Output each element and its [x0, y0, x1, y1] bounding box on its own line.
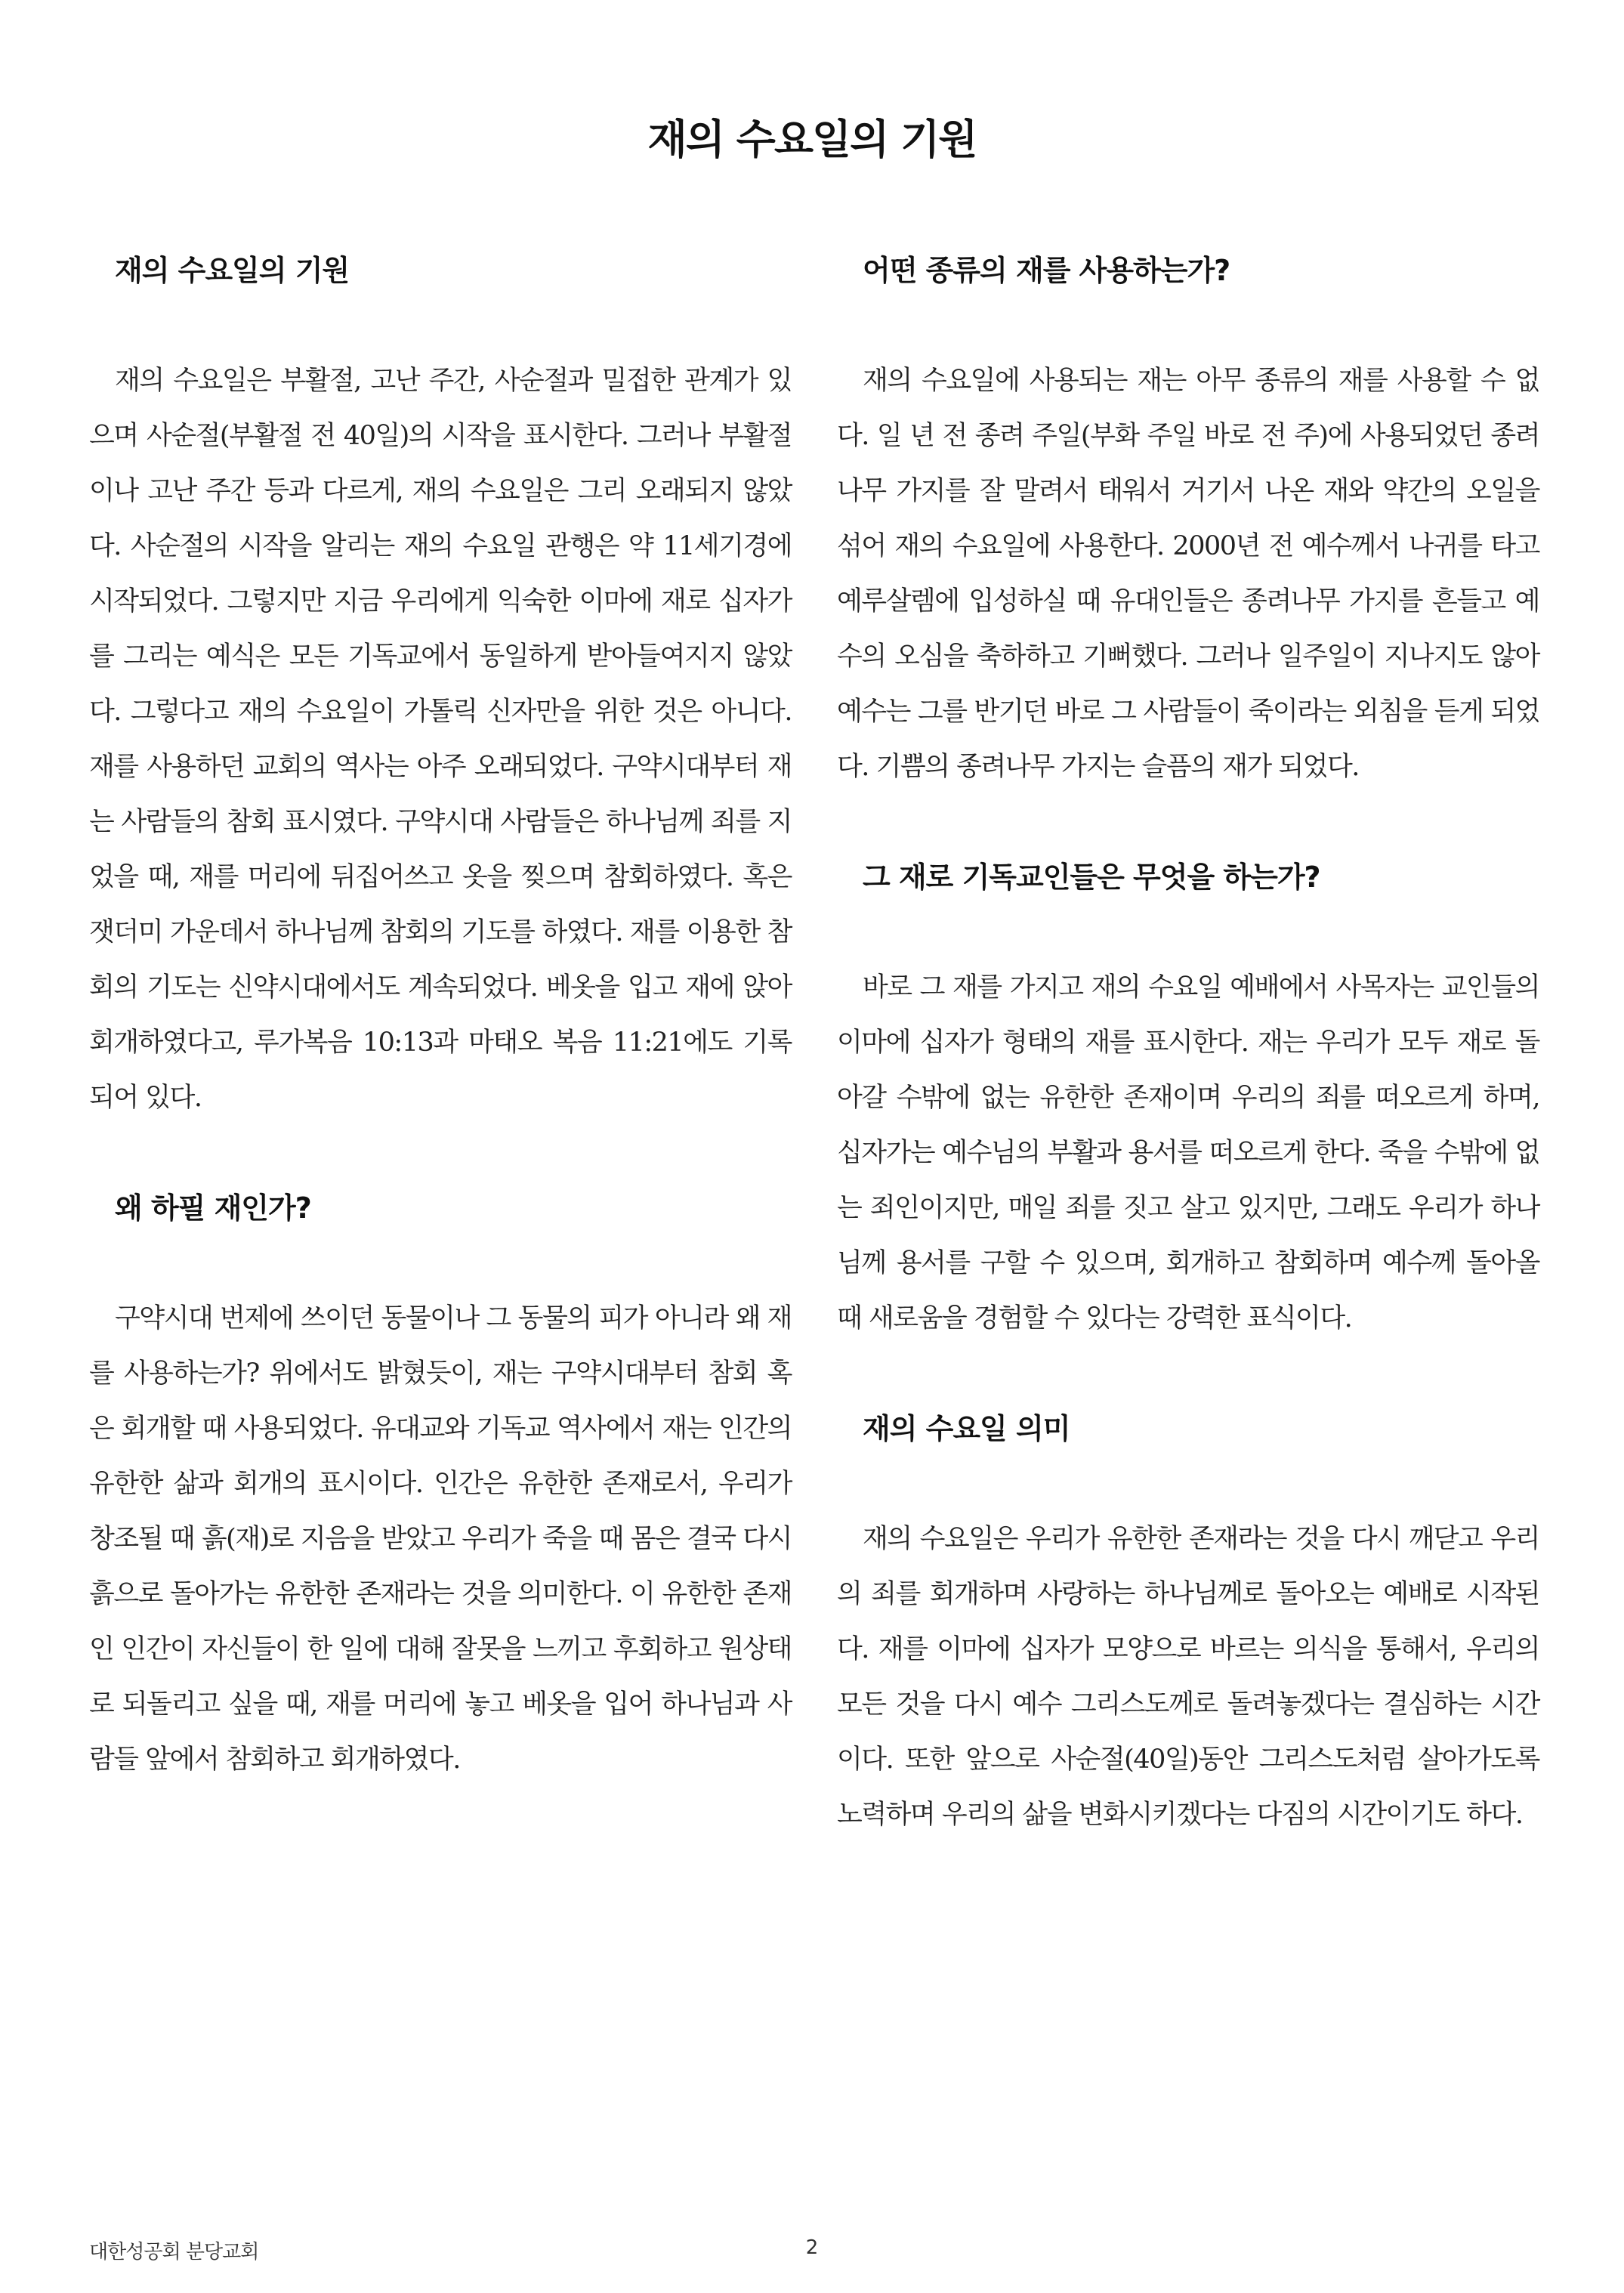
section-gap: [837, 1346, 1539, 1401]
footer-page-number: 2: [805, 2236, 819, 2259]
section-body-ash-type: 재의 수요일에 사용되는 재는 아무 종류의 재를 사용할 수 없다. 일 년 전 종려 주일(부화 주일 바로 전 주)에 사용되었던 종려나무 가지를 잘 말려서 태워서 거기서 나온 재와 약간의 오일을 섞어 재의 수요일에 사용한다. 2000년 전 예수께서 나귀를 타고 예루살렘에 입성하실 때 유대인들은 종려나무 가지를 흔들고 예수의 오심을 축하하고 기뻐했다. 그러나 일주일이 지나지도 않아 예수는 그를 반기던 바로 그 사람들이 죽이라는 외침을 듣게 되었다. 기쁨의 종려나무 가지는 슬픔의 재가 되었다.: [837, 366, 1539, 782]
section-gap: [89, 1126, 792, 1181]
section-body-what-christians-do: 바로 그 재를 가지고 재의 수요일 예배에서 사목자는 교인들의 이마에 십자가 형태의 재를 표시한다. 재는 우리가 모두 재로 돌아갈 수밖에 없는 유한한 존재이며 우리의 죄를 떠오르게 하며, 십자가는 예수님의 부활과 용서를 떠오르게 한다. 죽을 수밖에 없는 죄인이지만, 매일 죄를 짓고 살고 있지만, 그래도 우리가 하나님께 용서를 구할 수 있으며, 회개하고 참회하며 예수께 돌아올 때 새로움을 경험할 수 있다는 강력한 표식이다.: [837, 972, 1539, 1333]
section-gap: [837, 795, 1539, 850]
footer-organization: 대한성공회 분당교회: [89, 2241, 259, 2264]
right-column: [837, 243, 1539, 1843]
section-body-why-ash: 구약시대 번제에 쓰이던 동물이나 그 동물의 피가 아니라 왜 재를 사용하는가? 위에서도 밝혔듯이, 재는 구약시대부터 참회 혹은 회개할 때 사용되었다. 유대교와 기독교 역사에서 재는 인간의 유한한 삶과 회개의 표시이다. 인간은 유한한 존재로서, 우리가 창조될 때 흙(재)로 지음을 받았고 우리가 죽을 때 몸은 결국 다시 흙으로 돌아가는 유한한 존재라는 것을 의미한다. 이 유한한 존재인 인간이 자신들이 한 일에 대해 잘못을 느끼고 후회하고 원상태로 되돌리고 싶을 때, 재를 머리에 놓고 베옷을 입어 하나님과 사람들 앞에서 참회하고 회개하였다.: [89, 1303, 792, 1775]
section-heading-why-ash: 왜 하필 재인가?: [115, 1191, 311, 1225]
section-heading-meaning: 재의 수요일 의미: [863, 1412, 1070, 1445]
section-heading-what-christians-do: 그 재로 기독교인들은 무엇을 하는가?: [863, 861, 1320, 894]
page-title: 재의 수요일의 기원: [647, 116, 977, 163]
section-heading-origin: 재의 수요일의 기원: [115, 254, 350, 287]
section-heading-ash-type: 어떤 종류의 재를 사용하는가?: [863, 254, 1230, 287]
section-body-origin: 재의 수요일은 부활절, 고난 주간, 사순절과 밀접한 관계가 있으며 사순절(부활절 전 40일)의 시작을 표시한다. 그러나 부활절이나 고난 주간 등과 다르게, 재의 수요일은 그리 오래되지 않았다. 사순절의 시작을 알리는 재의 수요일 관행은 약 11세기경에 시작되었다. 그렇지만 지금 우리에게 익숙한 이마에 재로 십자가를 그리는 예식은 모든 기독교에서 동일하게 받아들여지지 않았다. 그렇다고 재의 수요일이 가톨릭 신자만을 위한 것은 아니다. 재를 사용하던 교회의 역사는 아주 오래되었다. 구약시대부터 재는 사람들의 참회 표시였다. 구약시대 사람들은 하나님께 죄를 지었을 때, 재를 머리에 뒤집어쓰고 옷을 찢으며 참회하였다. 혹은 잿더미 가운데서 하나님께 참회의 기도를 하였다. 재를 이용한 참회의 기도는 신약시대에서도 계속되었다. 베옷을 입고 재에 앉아 회개하였다고, 루가복음 10:13과 마태오 복음 11:21에도 기록되어 있다.: [89, 366, 792, 1113]
section-body-meaning: 재의 수요일은 우리가 유한한 존재라는 것을 다시 깨닫고 우리의 죄를 회개하며 사랑하는 하나님께로 돌아오는 예배로 시작된다. 재를 이마에 십자가 모양으로 바르는 의식을 통해서, 우리의 모든 것을 다시 예수 그리스도께로 돌려놓겠다는 결심하는 시간이다. 또한 앞으로 사순절(40일)동안 그리스도처럼 살아가도록 노력하며 우리의 삶을 변화시키겠다는 다짐의 시간이기도 하다.: [837, 1524, 1539, 1830]
left-column: [89, 243, 792, 1788]
